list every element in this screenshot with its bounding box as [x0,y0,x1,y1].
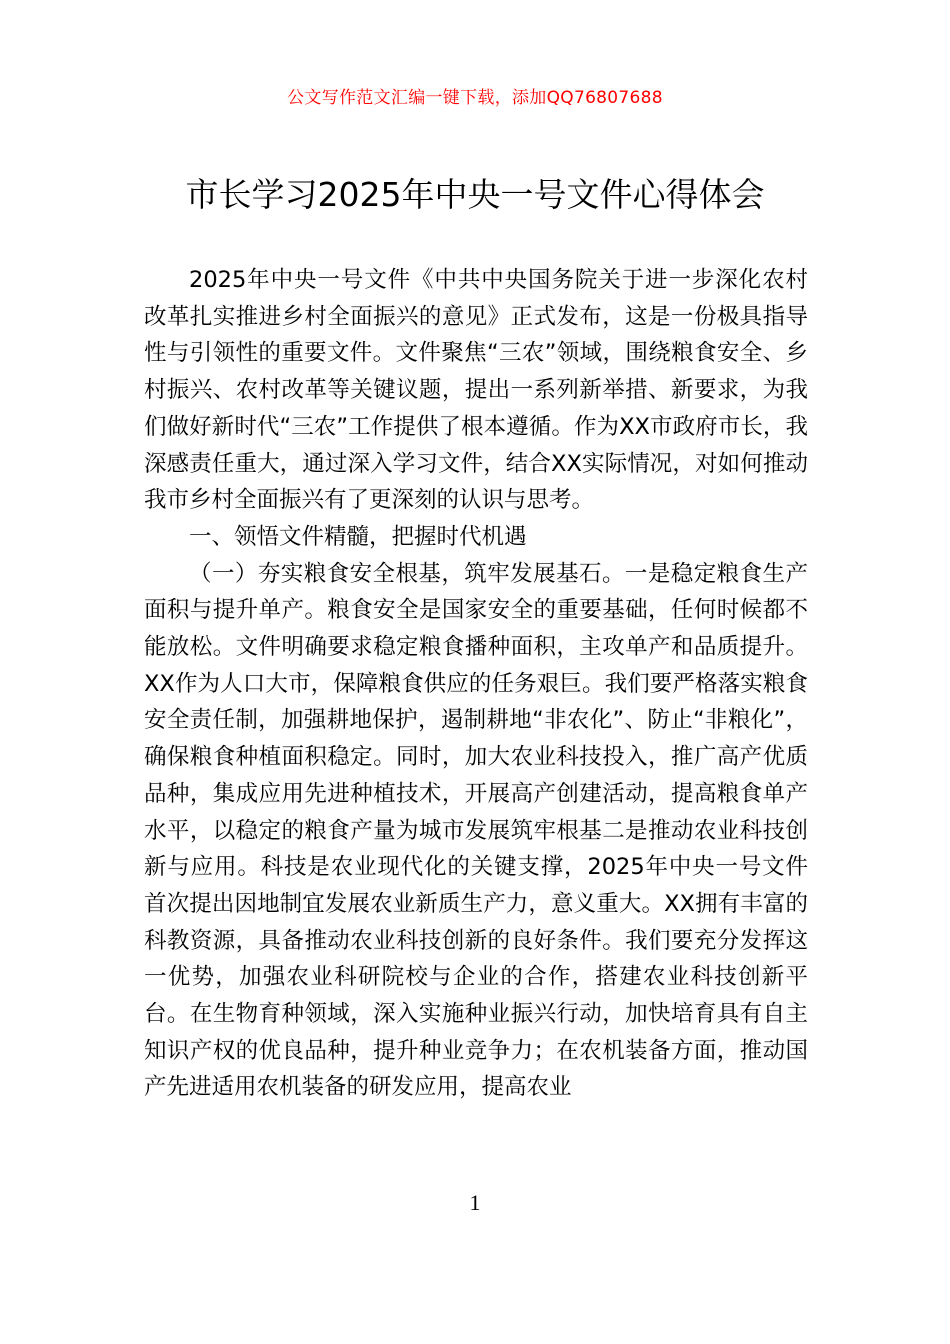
body-paragraph: （一）夯实粮食安全根基，筑牢发展基石。一是稳定粮食生产面积与提升单产。粮食安全是国家安全的重要基础，任何时候都不能放松。文件明确要求稳定粮食播种面积，主攻单产和品质提升。XX作为人口大市，保障粮食供应的任务艰巨。我们要严格落实粮食安全责任制，加强耕地保护，遏制耕地“非农化”、防止“非粮化”，确保粮食种植面积稳定。同时，加大农业科技投入，推广高产优质品种，集成应用先进种植技术，开展高产创建活动，提高粮食单产水平，以稳定的粮食产量为城市发展筑牢根基二是推动农业科技创新与应用。科技是农业现代化的关键支撑，2025年中央一号文件首次提出因地制宜发展农业新质生产力，意义重大。XX拥有丰富的科教资源，具备推动农业科技创新的良好条件。我们要充分发挥这一优势，加强农业科研院校与企业的合作，搭建农业科技创新平台。在生物育种领域，深入实施种业振兴行动，加快培育具有自主知识产权的优良品种，提升种业竞争力；在农机装备方面，推动国产先进适用农机装备的研发应用，提高农业 [144,560,808,1101]
page-title: 市长学习2025年中央一号文件心得体会 [185,175,765,214]
intro-paragraph: 2025年中央一号文件《中共中央国务院关于进一步深化农村改革扎实推进乡村全面振兴的意见》正式发布，这是一份极具指导性与引领性的重要文件。文件聚焦“三农”领域，围绕粮食安全、乡村振兴、农村改革等关键议题，提出一系列新举措、新要求，为我们做好新时代“三农”工作提供了根本遵循。作为XX市政府市长，我深感责任重大，通过深入学习文件，结合XX实际情况，对如何推动我市乡村全面振兴有了更深刻的认识与思考。 [144,267,808,514]
watermark-text: 公文写作范文汇编一键下载，添加QQ76807688 [287,88,663,108]
document-body [144,262,808,1106]
page-number: 1 [469,1190,481,1215]
section-heading: 一、领悟文件精髓，把握时代机遇 [189,523,527,550]
